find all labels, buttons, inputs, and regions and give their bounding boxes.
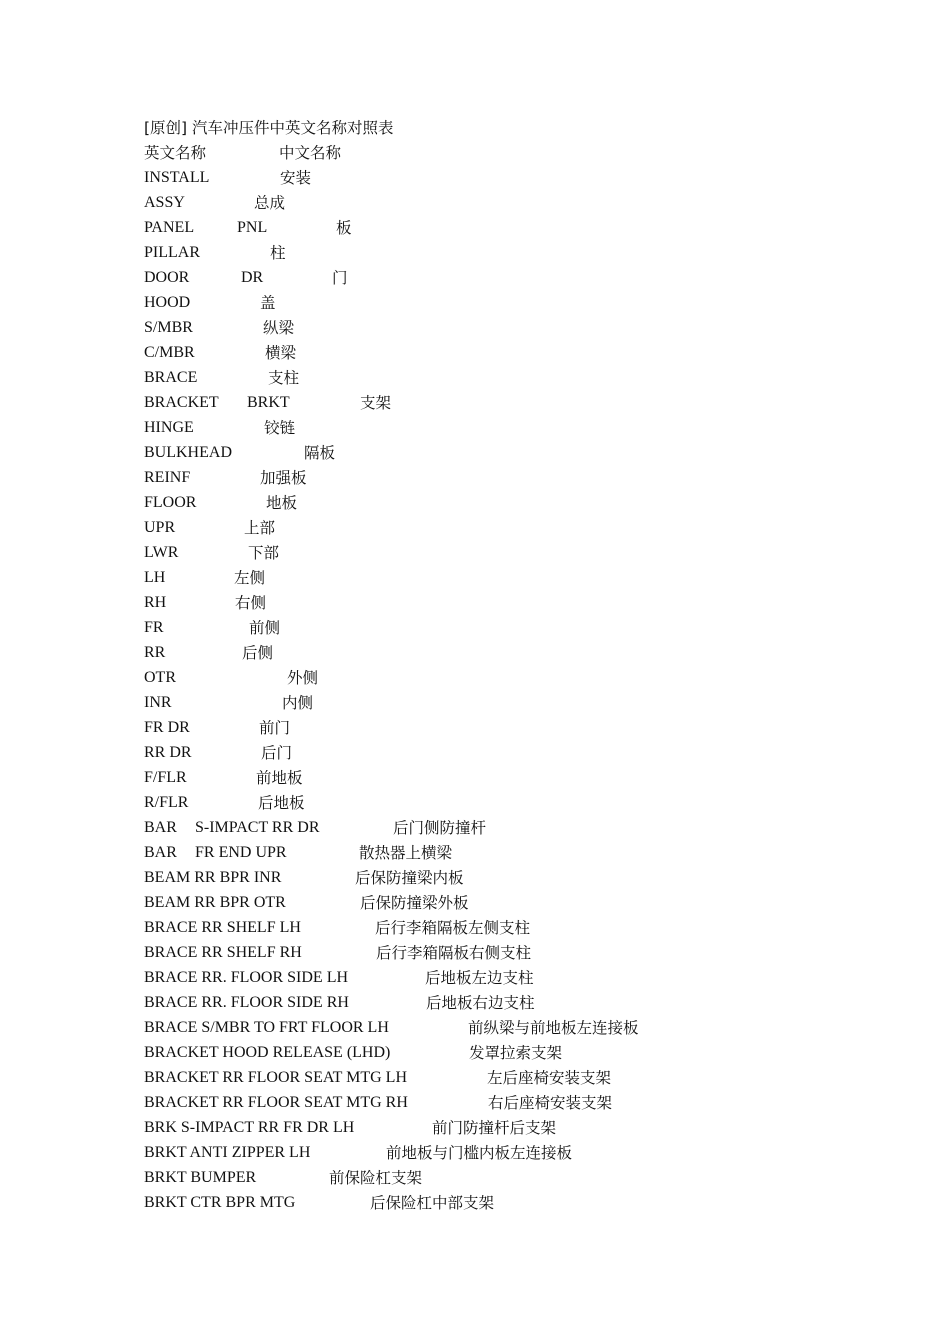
english-term: DOOR [144,269,190,286]
chinese-term: 后保险杠中部支架 [370,1194,495,1212]
chinese-term: 前门防撞杆后支架 [432,1119,557,1137]
chinese-term: 前地板 [256,769,303,787]
chinese-term: 总成 [254,194,286,212]
chinese-term: 前保险杠支架 [329,1169,423,1187]
chinese-term: 加强板 [260,469,307,487]
english-term: HINGE [144,419,194,436]
english-term: BRACE S/MBR TO FRT FLOOR LH [144,1019,389,1036]
chinese-term: 后保防撞梁外板 [360,894,469,912]
chinese-term: 安装 [280,169,312,187]
english-term: HOOD [144,294,191,311]
chinese-term: 左后座椅安装支架 [487,1069,612,1087]
chinese-term: 后地板左边支柱 [425,969,534,987]
chinese-term: 后保防撞梁内板 [355,869,464,887]
english-term: R/FLR [144,794,189,811]
chinese-term: 后行李箱隔板左侧支柱 [375,919,531,937]
english-term: RR [144,644,166,661]
english-term: S/MBR [144,319,193,336]
header-english: 英文名称 [144,144,207,162]
english-term: LWR [144,544,179,561]
chinese-term: 柱 [270,244,286,262]
english-term: BRKT ANTI ZIPPER LH [144,1144,311,1161]
chinese-term: 纵梁 [263,319,295,337]
chinese-term: 前纵梁与前地板左连接板 [468,1019,639,1037]
english-term: BAR [144,819,177,836]
chinese-term: 上部 [244,519,276,537]
chinese-term: 前门 [259,719,291,737]
english-term: RH [144,594,167,611]
chinese-term: 后行李箱隔板右侧支柱 [376,944,532,962]
english-term: INSTALL [144,169,210,186]
english-term: BAR [144,844,177,861]
abbreviation: BRKT [247,394,290,411]
english-term: INR [144,694,172,711]
chinese-term: 板 [336,219,352,237]
abbreviation: S-IMPACT RR DR [195,819,320,836]
english-term: LH [144,569,166,586]
english-term: BRACE RR. FLOOR SIDE RH [144,994,349,1011]
abbreviation: FR END UPR [195,844,287,861]
english-term: BEAM RR BPR OTR [144,894,286,911]
english-term: OTR [144,669,176,686]
english-term: C/MBR [144,344,195,361]
english-term: FR [144,619,164,636]
chinese-term: 支柱 [268,369,300,387]
abbreviation: DR [241,269,264,286]
chinese-term: 支架 [360,394,392,412]
chinese-term: 后门侧防撞杆 [393,819,487,837]
chinese-term: 后地板右边支柱 [426,994,535,1012]
chinese-term: 铰链 [264,419,296,437]
english-term: F/FLR [144,769,187,786]
english-term: BRKT CTR BPR MTG [144,1194,296,1211]
title-text: [原创] 汽车冲压件中英文名称对照表 [144,119,394,137]
english-term: BRACE RR SHELF LH [144,919,301,936]
chinese-term: 后门 [261,744,293,762]
english-term: BRACE RR SHELF RH [144,944,302,961]
english-term: BRACKET RR FLOOR SEAT MTG RH [144,1094,408,1111]
chinese-term: 内侧 [282,694,314,712]
chinese-term: 门 [332,269,348,287]
chinese-term: 隔板 [304,444,336,462]
chinese-term: 左侧 [234,569,266,587]
english-term: PANEL [144,219,195,236]
chinese-term: 盖 [260,294,276,312]
english-term: BRACKET HOOD RELEASE (LHD) [144,1044,391,1061]
english-term: BRKT BUMPER [144,1169,257,1186]
chinese-term: 右后座椅安装支架 [488,1094,613,1112]
chinese-term: 前侧 [249,619,281,637]
header-chinese: 中文名称 [279,144,342,162]
chinese-term: 下部 [248,544,280,562]
english-term: UPR [144,519,176,536]
english-term: FLOOR [144,494,197,511]
chinese-term: 地板 [266,494,298,512]
chinese-term: 前地板与门槛内板左连接板 [386,1144,573,1162]
chinese-term: 散热器上横梁 [359,844,453,862]
english-term: PILLAR [144,244,200,261]
abbreviation: PNL [237,219,268,236]
chinese-term: 外侧 [287,669,319,687]
chinese-term: 横梁 [265,344,297,362]
chinese-term: 后侧 [242,644,274,662]
english-term: REINF [144,469,191,486]
chinese-term: 右侧 [235,594,267,612]
english-term: ASSY [144,194,185,211]
english-term: RR DR [144,744,192,761]
english-term: BRACKET RR FLOOR SEAT MTG LH [144,1069,407,1086]
chinese-term: 后地板 [258,794,305,812]
english-term: BRK S-IMPACT RR FR DR LH [144,1119,355,1136]
chinese-term: 发罩拉索支架 [469,1044,563,1062]
english-term: BRACE RR. FLOOR SIDE LH [144,969,349,986]
english-term: BULKHEAD [144,444,232,461]
english-term: BRACE [144,369,198,386]
english-term: BEAM RR BPR INR [144,869,282,886]
english-term: FR DR [144,719,190,736]
english-term: BRACKET [144,394,219,411]
